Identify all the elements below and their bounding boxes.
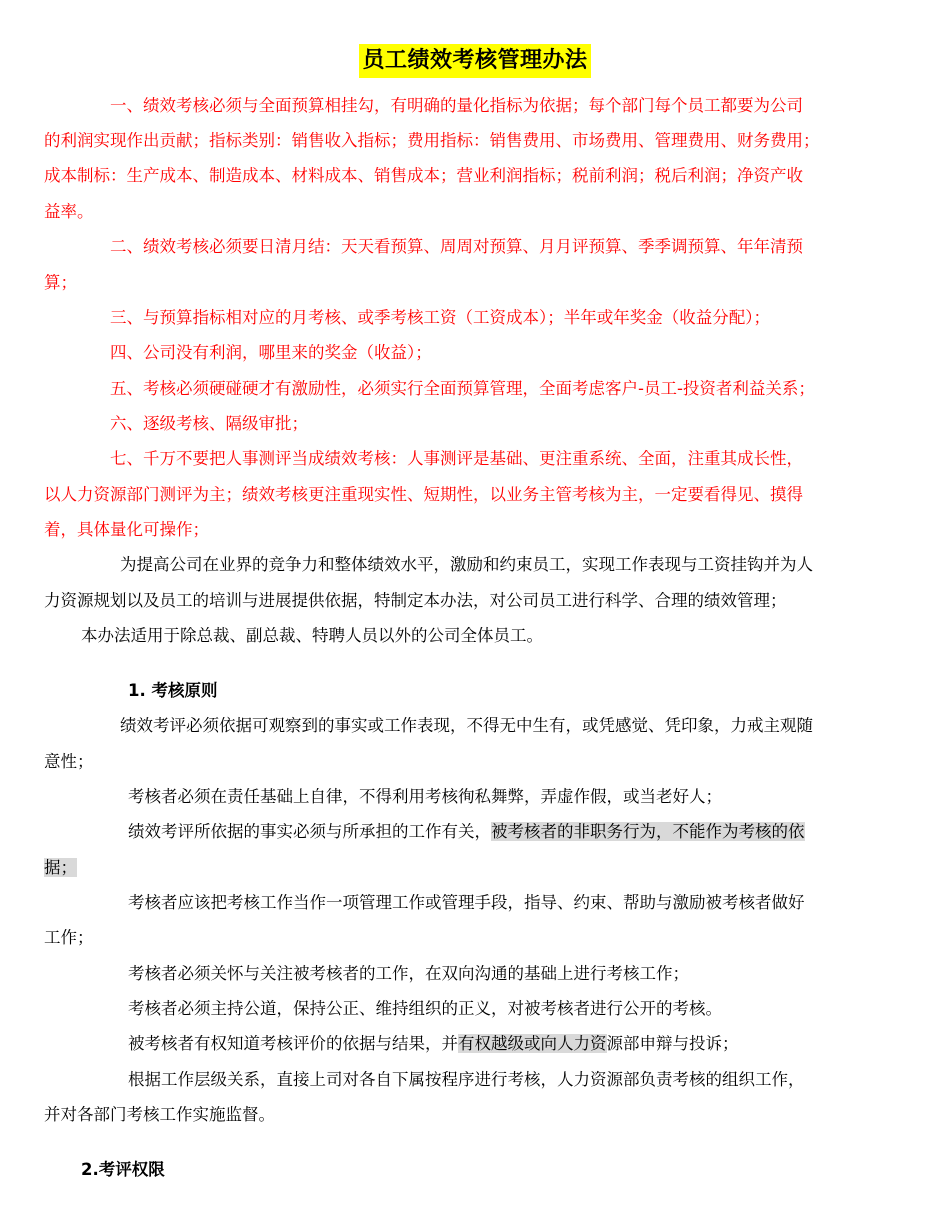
policy-line-2: 的利润实现作出贡献；指标类别：销售收入指标；费用指标：销售费用、市场费用、管理费用、财务费用；	[44, 131, 820, 150]
principle-line-10-text: 被考核者有权知道考核评价的依据与结果，并	[128, 1034, 458, 1053]
policy-line-4: 益率。	[44, 202, 94, 221]
principle-line-4-text: 绩效考评所依据的事实必须与所承担的工作有关，	[128, 822, 491, 841]
policy-line-1: 一、绩效考核必须与全面预算相挂勾，有明确的量化指标为依据；每个部门每个员工都要为公司	[110, 96, 803, 115]
policy-line-11: 七、千万不要把人事测评当成绩效考核：人事测评是基础、更注重系统、全面，注重其成长性，	[110, 449, 803, 468]
policy-line-13: 着，具体量化可操作；	[44, 520, 209, 539]
document-title: 员工绩效考核管理办法	[359, 44, 590, 78]
policy-line-6: 算；	[44, 273, 77, 292]
policy-line-5: 二、绩效考核必须要日清月结：天天看预算、周周对预算、月月评预算、季季调预算、年年清预	[110, 237, 803, 256]
title-wrap	[0, 44, 950, 78]
principle-line-10	[44, 1027, 950, 1061]
highlighted-text: 有权越级或向人力资	[458, 1034, 607, 1053]
principle-line-7: 工作；	[44, 928, 94, 947]
principle-line-9: 考核者必须主持公道，保持公正、维持组织的正义，对被考核者进行公开的考核。	[128, 999, 722, 1018]
highlighted-text: 被考核者的非职务行为，不能作为考核的依	[491, 822, 805, 841]
principle-line-5	[44, 851, 906, 885]
principle-line-11: 根据工作层级关系，直接上司对各自下属按程序进行考核，人力资源部负责考核的组织工作，	[128, 1070, 805, 1089]
principle-line-1: 绩效考评必须依据可观察到的事实或工作表现，不得无中生有，或凭感觉、凭印象，力戒主观随	[120, 716, 813, 735]
principle-line-8: 考核者必须关怀与关注被考核者的工作，在双向沟通的基础上进行考核工作；	[128, 964, 689, 983]
section-2-heading: 2.考评权限	[81, 1160, 165, 1179]
policy-line-8: 四、公司没有利润，哪里来的奖金（收益）；	[110, 343, 432, 362]
intro-line-1: 为提高公司在业界的竞争力和整体绩效水平，激励和约束员工，实现工作表现与工资挂钩并为人	[120, 555, 813, 574]
principle-line-3: 考核者必须在责任基础上自律，不得利用考核徇私舞弊，弄虚作假，或当老好人；	[128, 787, 722, 806]
policy-line-12: 以人力资源部门测评为主；绩效考核更注重现实性、短期性，以业务主管考核为主，一定要看得见、摸得	[44, 485, 803, 504]
principle-line-6: 考核者应该把考核工作当作一项管理工作或管理手段，指导、约束、帮助与激励被考核者做好	[128, 893, 805, 912]
principle-line-12: 并对各部门考核工作实施监督。	[44, 1105, 275, 1124]
section-1-heading: 1. 考核原则	[128, 681, 218, 700]
policy-line-9: 五、考核必须硬碰硬才有激励性，必须实行全面预算管理，全面考虑客户-员工-投资者利益关系；	[110, 379, 815, 398]
policy-line-7: 三、与预算指标相对应的月考核、或季考核工资（工资成本）；半年或年奖金（收益分配）；	[110, 308, 770, 327]
intro-line-2: 力资源规划以及员工的培训与进展提供依据，特制定本办法，对公司员工进行科学、合理的绩效管理；	[44, 591, 787, 610]
highlighted-text: 据；	[44, 858, 77, 877]
principle-line-2: 意性；	[44, 752, 94, 771]
intro-line-3: 本办法适用于除总裁、副总裁、特聘人员以外的公司全体员工。	[81, 626, 543, 645]
principle-line-10-tail: 源部申辩与投诉；	[606, 1034, 739, 1053]
principle-line-4	[44, 815, 950, 849]
policy-line-10: 六、逐级考核、隔级审批；	[110, 414, 308, 433]
policy-line-3: 成本制标：生产成本、制造成本、材料成本、销售成本；营业利润指标；税前利润；税后利润；净资产收	[44, 166, 803, 185]
